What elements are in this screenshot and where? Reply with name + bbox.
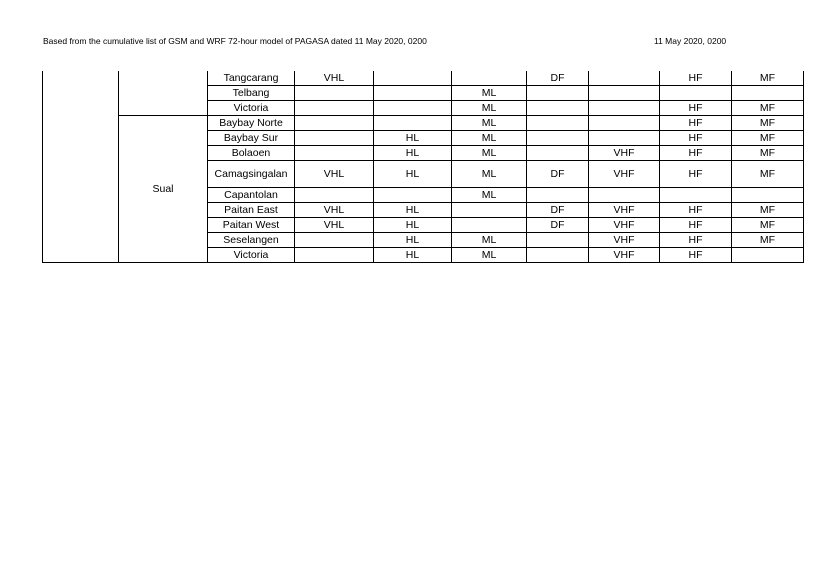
barangay-cell: Victoria bbox=[208, 101, 295, 116]
hazard-cell-c2 bbox=[374, 71, 452, 86]
hazard-cell-c6 bbox=[660, 188, 732, 203]
header-date: 11 May 2020, 0200 bbox=[654, 36, 727, 46]
hazard-cell-c5: VHF bbox=[589, 248, 660, 263]
table-row bbox=[43, 116, 804, 131]
hazard-cell-c6: HF bbox=[660, 233, 732, 248]
hazard-cell-c3: ML bbox=[452, 146, 527, 161]
province-cell bbox=[43, 71, 119, 263]
hazard-cell-c4: DF bbox=[527, 218, 589, 233]
hazard-cell-c1 bbox=[295, 131, 374, 146]
hazard-cell-c5 bbox=[589, 86, 660, 101]
hazard-cell-c7: MF bbox=[732, 131, 804, 146]
hazard-cell-c6: HF bbox=[660, 218, 732, 233]
hazard-cell-c2 bbox=[374, 86, 452, 101]
hazard-cell-c7: MF bbox=[732, 233, 804, 248]
hazard-cell-c5 bbox=[589, 131, 660, 146]
hazard-cell-c4: DF bbox=[527, 161, 589, 188]
hazard-cell-c5: VHF bbox=[589, 161, 660, 188]
hazard-cell-c1: VHL bbox=[295, 161, 374, 188]
hazard-cell-c7: MF bbox=[732, 161, 804, 188]
hazard-cell-c1 bbox=[295, 86, 374, 101]
hazard-cell-c3: ML bbox=[452, 233, 527, 248]
header-left-note: Based from the cumulative list of GSM and WRF 72-hour model of PAGASA dated 11 May 2020, 0200 bbox=[43, 36, 427, 46]
hazard-cell-c3 bbox=[452, 71, 527, 86]
hazard-cell-c2: HL bbox=[374, 233, 452, 248]
hazard-cell-c3: ML bbox=[452, 188, 527, 203]
hazard-cell-c5: VHF bbox=[589, 218, 660, 233]
hazard-cell-c5 bbox=[589, 116, 660, 131]
municipality-cell-sual: Sual bbox=[119, 116, 208, 263]
hazard-cell-c6: HF bbox=[660, 248, 732, 263]
barangay-cell: Seselangen bbox=[208, 233, 295, 248]
hazard-cell-c7: MF bbox=[732, 71, 804, 86]
hazard-cell-c4: DF bbox=[527, 71, 589, 86]
barangay-cell: Tangcarang bbox=[208, 71, 295, 86]
hazard-cell-c5 bbox=[589, 71, 660, 86]
hazard-cell-c1 bbox=[295, 101, 374, 116]
hazard-cell-c7 bbox=[732, 188, 804, 203]
hazard-cell-c5: VHF bbox=[589, 233, 660, 248]
hazard-cell-c6: HF bbox=[660, 116, 732, 131]
hazard-cell-c3: ML bbox=[452, 101, 527, 116]
hazard-cell-c2: HL bbox=[374, 248, 452, 263]
hazard-cell-c6: HF bbox=[660, 161, 732, 188]
hazard-cell-c1: VHL bbox=[295, 71, 374, 86]
hazard-cell-c4 bbox=[527, 116, 589, 131]
hazard-cell-c7: MF bbox=[732, 218, 804, 233]
table-row bbox=[43, 71, 804, 86]
hazard-cell-c2: HL bbox=[374, 131, 452, 146]
hazard-cell-c2 bbox=[374, 188, 452, 203]
hazard-cell-c4 bbox=[527, 248, 589, 263]
hazard-cell-c7: MF bbox=[732, 146, 804, 161]
hazard-cell-c3 bbox=[452, 203, 527, 218]
barangay-cell: Paitan West bbox=[208, 218, 295, 233]
barangay-cell: Paitan East bbox=[208, 203, 295, 218]
hazard-cell-c7 bbox=[732, 86, 804, 101]
barangay-cell: Camagsingalan bbox=[208, 161, 295, 188]
hazard-cell-c1 bbox=[295, 233, 374, 248]
hazard-cell-c1 bbox=[295, 146, 374, 161]
hazard-cell-c3: ML bbox=[452, 116, 527, 131]
hazard-cell-c4 bbox=[527, 233, 589, 248]
hazard-cell-c4 bbox=[527, 131, 589, 146]
hazard-cell-c5: VHF bbox=[589, 203, 660, 218]
hazard-cell-c3 bbox=[452, 218, 527, 233]
hazard-cell-c2 bbox=[374, 116, 452, 131]
hazard-cell-c4 bbox=[527, 146, 589, 161]
barangay-cell: Capantolan bbox=[208, 188, 295, 203]
hazard-cell-c7: MF bbox=[732, 101, 804, 116]
hazard-cell-c5 bbox=[589, 188, 660, 203]
hazard-cell-c1 bbox=[295, 248, 374, 263]
barangay-cell: Baybay Sur bbox=[208, 131, 295, 146]
hazard-table bbox=[42, 71, 804, 263]
hazard-cell-c2: HL bbox=[374, 146, 452, 161]
hazard-cell-c6: HF bbox=[660, 71, 732, 86]
hazard-cell-c1 bbox=[295, 116, 374, 131]
barangay-cell: Victoria bbox=[208, 248, 295, 263]
hazard-cell-c4 bbox=[527, 101, 589, 116]
hazard-cell-c1: VHL bbox=[295, 218, 374, 233]
hazard-cell-c4 bbox=[527, 86, 589, 101]
hazard-cell-c5: VHF bbox=[589, 146, 660, 161]
hazard-cell-c7: MF bbox=[732, 203, 804, 218]
hazard-cell-c2: HL bbox=[374, 161, 452, 188]
hazard-cell-c3: ML bbox=[452, 86, 527, 101]
hazard-cell-c5 bbox=[589, 101, 660, 116]
hazard-cell-c4: DF bbox=[527, 203, 589, 218]
barangay-cell: Baybay Norte bbox=[208, 116, 295, 131]
municipality-cell-previous bbox=[119, 71, 208, 116]
hazard-cell-c6 bbox=[660, 86, 732, 101]
hazard-cell-c7 bbox=[732, 248, 804, 263]
hazard-cell-c2: HL bbox=[374, 218, 452, 233]
hazard-cell-c3: ML bbox=[452, 248, 527, 263]
hazard-cell-c6: HF bbox=[660, 131, 732, 146]
barangay-cell: Telbang bbox=[208, 86, 295, 101]
hazard-cell-c6: HF bbox=[660, 101, 732, 116]
hazard-cell-c7: MF bbox=[732, 116, 804, 131]
barangay-cell: Bolaoen bbox=[208, 146, 295, 161]
hazard-cell-c3: ML bbox=[452, 131, 527, 146]
hazard-cell-c2: HL bbox=[374, 203, 452, 218]
hazard-cell-c3: ML bbox=[452, 161, 527, 188]
hazard-cell-c1 bbox=[295, 188, 374, 203]
hazard-cell-c6: HF bbox=[660, 146, 732, 161]
hazard-cell-c1: VHL bbox=[295, 203, 374, 218]
hazard-cell-c4 bbox=[527, 188, 589, 203]
hazard-cell-c2 bbox=[374, 101, 452, 116]
hazard-cell-c6: HF bbox=[660, 203, 732, 218]
